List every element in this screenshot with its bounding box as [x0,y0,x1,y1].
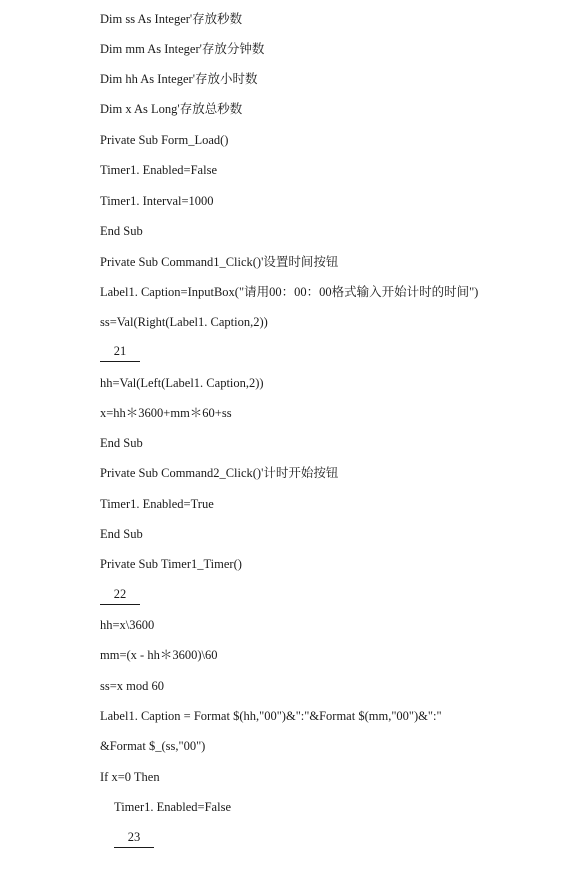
code-line: hh=x\3600 [100,618,155,632]
code-line: Label1. Caption = Format $(hh,"00")&":"&Format $(mm,"00")&":" [100,709,442,723]
code-line: Timer1. Enabled=True [100,497,214,511]
code-line: If x=0 Then [100,770,160,784]
code-line: Private Sub Timer1_Timer() [100,557,242,571]
code-line: Dim x As Long'存放总秒数 [100,102,243,116]
code-line: End Sub [100,436,143,450]
code-line: mm=(x - hh＊3600)\60 [100,648,218,662]
answer-blank-21: 21 [100,341,140,362]
code-line: Private Sub Command1_Click()'设置时间按钮 [100,255,339,269]
code-line: Dim ss As Integer'存放秒数 [100,12,243,26]
code-line: End Sub [100,527,143,541]
code-line: Dim mm As Integer'存放分钟数 [100,42,265,56]
answer-blank-23: 23 [114,827,154,848]
code-line: Private Sub Command2_Click()'计时开始按钮 [100,466,339,480]
code-line: x=hh＊3600+mm＊60+ss [100,406,232,420]
code-line: Timer1. Enabled=False [114,800,231,814]
code-line: End Sub [100,224,143,238]
code-line: ss=x mod 60 [100,679,165,693]
code-line: Timer1. Enabled=False [100,163,217,177]
code-line: ss=Val(Right(Label1. Caption,2)) [100,315,268,329]
answer-blank-22: 22 [100,584,140,605]
code-line: Private Sub Form_Load() [100,133,229,147]
code-line: hh=Val(Left(Label1. Caption,2)) [100,376,264,390]
code-line: &Format $_(ss,"00") [100,739,206,753]
code-line: Dim hh As Integer'存放小时数 [100,72,258,86]
code-line: Timer1. Interval=1000 [100,194,214,208]
code-line: Label1. Caption=InputBox("请用00：00：00格式输入开始计时的时间") [100,285,479,299]
